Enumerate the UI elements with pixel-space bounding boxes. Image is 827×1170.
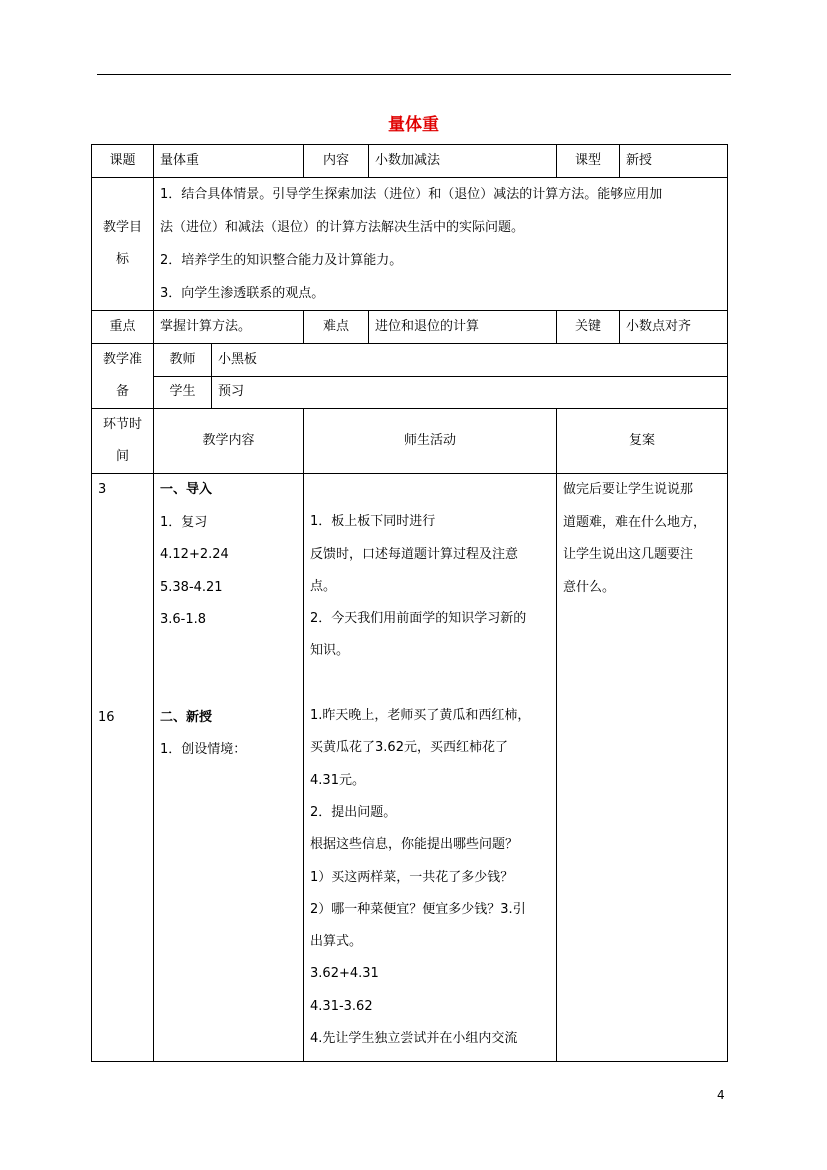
time-cell [92,474,154,1062]
activity-line: 反馈时，口述每道题计算过程及注意 [310,546,519,562]
content-line: 3.6-1.8 [160,612,207,627]
notes-cell [557,474,728,1062]
activity-line: 1．板上板下同时进行 [310,514,436,530]
section-heading: 二、新授 [160,709,213,725]
activity-line: 4.31-3.62 [310,998,373,1014]
row-objectives [92,178,728,311]
objective-line: 2．培养学生的知识整合能力及计算能力。 [160,253,403,268]
objectives-label [92,178,154,311]
activity-line: 4.先让学生独立尝试并在小组内交流 [310,1031,518,1047]
row-keys [92,311,728,344]
type-label: 课型 [557,145,620,178]
activity-line: 点。 [310,578,337,594]
activity-line: 1）买这两样菜，一共花了多少钱？ [310,869,514,885]
preparation-label-line: 备 [115,384,129,399]
content-line: 1．复习 [160,514,208,530]
activity-line: 1.昨天晚上，老师买了黄瓜和西红柿， [310,708,531,724]
content-label: 内容 [304,145,369,178]
key-value: 小数点对齐 [620,311,728,344]
time-header-line: 间 [115,449,129,464]
activity-line: 2）哪一种菜便宜？便宜多少钱？3.引 [310,901,526,917]
row-column-headers [92,409,728,474]
row-prep-teacher [92,344,728,377]
note-line: 意什么。 [563,579,616,595]
activity-line: 3.62+4.31 [310,966,379,982]
notes-header: 复案 [557,409,728,474]
note-line: 做完后要让学生说说那 [563,482,694,497]
preparation-label [92,344,154,409]
focus-label: 重点 [92,311,154,344]
section-heading: 一、导入 [160,482,213,497]
content-line: 4.12+2.24 [160,547,229,562]
lesson-plan-table [91,144,728,1062]
objectives-text [154,178,728,311]
student-value: 预习 [212,376,728,409]
activity-line: 根据这些信息，你能提出哪些问题？ [310,837,519,853]
teacher-value: 小黑板 [212,344,728,377]
objective-line: 1．结合具体情景。引导学生探索加法（进位）和（退位）减法的计算方法。能够应用加 [160,187,663,202]
difficulty-label: 难点 [304,311,369,344]
activity-line: 2．今天我们用前面学的知识学习新的 [310,611,527,627]
header-rule [97,74,731,75]
objective-line: 法（进位）和减法（退位）的计算方法解决生活中的实际问题。 [160,220,525,235]
row-prep-student [92,376,728,409]
activity-line: 2．提出问题。 [310,804,397,820]
activity-cell [304,474,557,1062]
content-cell [154,474,304,1062]
objective-line: 3．向学生渗透联系的观点。 [160,286,325,301]
document-title: 量体重 [388,115,439,135]
row-lesson-body [92,474,728,1062]
focus-value: 掌握计算方法。 [154,311,304,344]
content-header: 教学内容 [154,409,304,474]
content-value: 小数加减法 [369,145,557,178]
time-value: 3 [98,482,107,497]
activity-line: 出算式。 [310,934,363,950]
key-label: 关键 [557,311,620,344]
note-line: 道题难，难在什么地方， [563,514,707,530]
preparation-label-line: 教学准 [102,352,142,367]
type-value: 新授 [620,145,728,178]
time-header [92,409,154,474]
content-line: 5.38-4.21 [160,579,223,595]
topic-label: 课题 [92,145,154,178]
activity-line: 4.31元。 [310,772,365,788]
time-header-line: 环节时 [102,417,142,432]
note-line: 让学生说出这几题要注 [563,547,694,562]
topic-value: 量体重 [154,145,304,178]
page-number: 4 [717,1088,725,1102]
time-value: 16 [98,709,115,725]
difficulty-value: 进位和退位的计算 [369,311,557,344]
student-label: 学生 [154,376,212,409]
activity-line: 知识。 [310,643,350,659]
objectives-label-line: 教学目 [102,220,142,235]
content-line: 1．创设情境： [160,742,247,757]
row-topic [92,145,728,178]
objectives-label-line: 标 [115,252,129,267]
activity-line: 买黄瓜花了3.62元，买西红柿花了 [310,740,508,756]
teacher-label: 教师 [154,344,212,377]
activity-header: 师生活动 [304,409,557,474]
